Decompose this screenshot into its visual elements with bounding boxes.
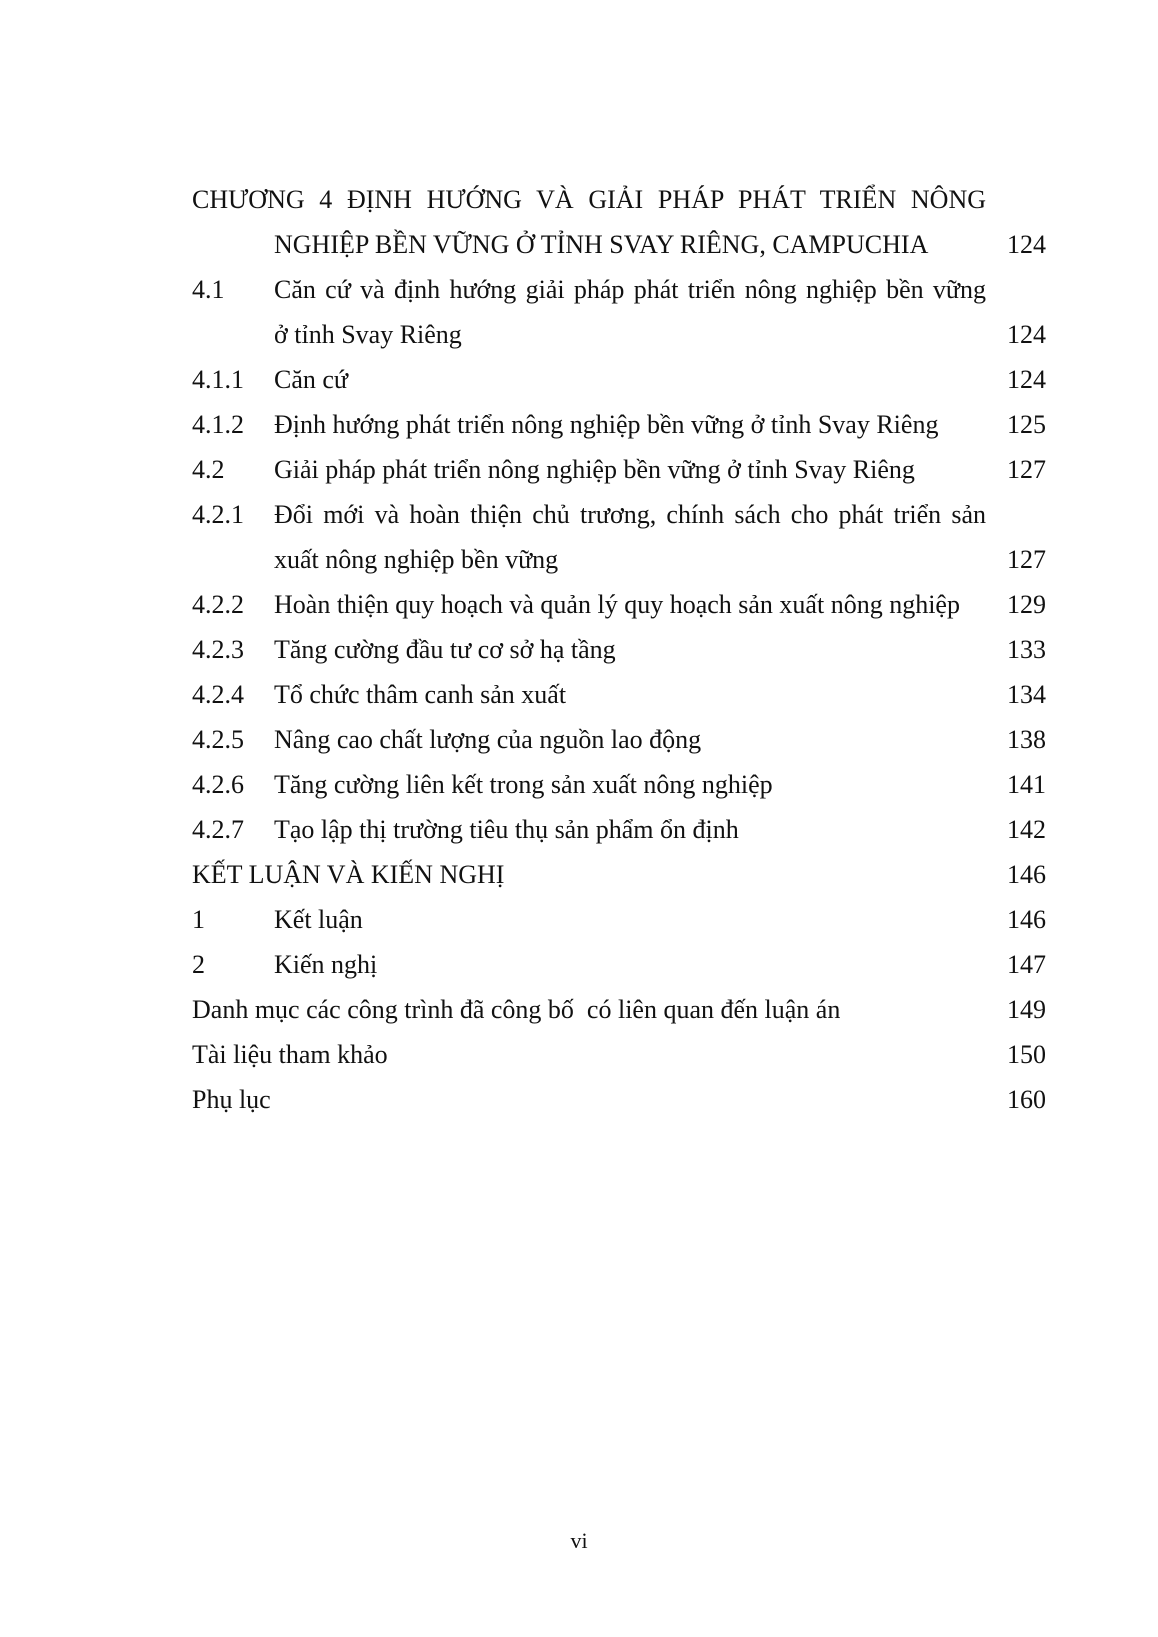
section-title-line1: Đổi mới và hoàn thiện chủ trương, chính sách cho phát triển sản: [274, 500, 986, 529]
conclusion-title: KẾT LUẬN VÀ KIẾN NGHỊ: [192, 860, 505, 889]
section-title: Kiến nghị: [274, 950, 378, 979]
toc-entry-continuation: [0, 537, 1158, 582]
toc-page-number: 134: [1007, 680, 1046, 709]
section-title-line2: ở tỉnh Svay Riêng: [274, 320, 462, 349]
toc-page-number: 146: [1007, 905, 1046, 934]
section-number: 4.2: [192, 455, 225, 484]
section-title: Tạo lập thị trường tiêu thụ sản phẩm ổn định: [274, 815, 739, 844]
toc-page-number: 150: [1007, 1040, 1046, 1069]
section-title-line2: xuất nông nghiệp bền vững: [274, 545, 559, 574]
toc-entry: [0, 762, 1158, 807]
toc-entry: [0, 717, 1158, 762]
toc-chapter-heading-line2: [0, 222, 1158, 267]
toc-page-number: 124: [1007, 320, 1046, 349]
toc-entry: [0, 672, 1158, 717]
toc-entry-continuation: [0, 312, 1158, 357]
toc-page-number: 133: [1007, 635, 1046, 664]
toc-entry: [0, 582, 1158, 627]
section-title: Tăng cường liên kết trong sản xuất nông nghiệp: [274, 770, 773, 799]
section-number: 4.2.5: [192, 725, 244, 754]
appendix-title: Phụ lục: [192, 1085, 271, 1114]
toc-back-matter-entry: [0, 1032, 1158, 1077]
section-number: 1: [192, 905, 205, 934]
section-title: Tăng cường đầu tư cơ sở hạ tầng: [274, 635, 616, 664]
page-footer-number: vi: [570, 1528, 588, 1553]
section-number: 4.1: [192, 275, 225, 304]
section-number: 2: [192, 950, 205, 979]
toc-chapter-heading-line1: [0, 177, 1158, 222]
toc-page-number: 124: [1007, 230, 1046, 259]
section-number: 4.2.4: [192, 680, 244, 709]
toc-page-number: 125: [1007, 410, 1046, 439]
section-title: Căn cứ: [274, 365, 349, 394]
section-number: 4.1.1: [192, 365, 244, 394]
toc-entry: [0, 492, 1158, 537]
toc-conclusion-heading: [0, 852, 1158, 897]
toc-entry: [0, 942, 1158, 987]
toc-page-number: 147: [1007, 950, 1046, 979]
toc-entry: [0, 402, 1158, 447]
toc-page-number: 149: [1007, 995, 1046, 1024]
section-title: Hoàn thiện quy hoạch và quản lý quy hoạch sản xuất nông nghiệp: [274, 590, 960, 619]
toc-page-number: 160: [1007, 1085, 1046, 1114]
chapter-title-line2: NGHIỆP BỀN VỮNG Ở TỈNH SVAY RIÊNG, CAMPUCHIA: [274, 230, 929, 259]
toc-entry: [0, 807, 1158, 852]
section-number: 4.2.2: [192, 590, 244, 619]
chapter-title-line1: CHƯƠNG 4 ĐỊNH HƯỚNG VÀ GIẢI PHÁP PHÁT TRIỂN NÔNG: [192, 185, 986, 214]
publications-list-title: Danh mục các công trình đã công bố có liên quan đến luận án: [192, 995, 841, 1024]
toc-page-number: 127: [1007, 545, 1046, 574]
section-number: 4.1.2: [192, 410, 244, 439]
section-title: Nâng cao chất lượng của nguồn lao động: [274, 725, 702, 754]
section-title-line1: Căn cứ và định hướng giải pháp phát triển nông nghiệp bền vững: [274, 275, 986, 304]
toc-back-matter-entry: [0, 987, 1158, 1032]
section-number: 4.2.7: [192, 815, 244, 844]
toc-entry: [0, 627, 1158, 672]
toc-page-number: 138: [1007, 725, 1046, 754]
toc-entry: [0, 897, 1158, 942]
references-title: Tài liệu tham khảo: [192, 1040, 388, 1069]
section-title: Kết luận: [274, 905, 363, 934]
section-number: 4.2.1: [192, 500, 244, 529]
toc-page-number: 141: [1007, 770, 1046, 799]
toc-entry: [0, 357, 1158, 402]
toc-entry: [0, 447, 1158, 492]
toc-page-number: 142: [1007, 815, 1046, 844]
toc-page-number: 129: [1007, 590, 1046, 619]
toc-page-number: 146: [1007, 860, 1046, 889]
toc-entry: [0, 267, 1158, 312]
section-number: 4.2.3: [192, 635, 244, 664]
section-title: Định hướng phát triển nông nghiệp bền vững ở tỉnh Svay Riêng: [274, 410, 939, 439]
toc-back-matter-entry: [0, 1077, 1158, 1122]
toc-page-number: 124: [1007, 365, 1046, 394]
toc-page-number: 127: [1007, 455, 1046, 484]
section-title: Tổ chức thâm canh sản xuất: [274, 680, 567, 709]
section-title: Giải pháp phát triển nông nghiệp bền vững ở tỉnh Svay Riêng: [274, 455, 915, 484]
section-number: 4.2.6: [192, 770, 244, 799]
